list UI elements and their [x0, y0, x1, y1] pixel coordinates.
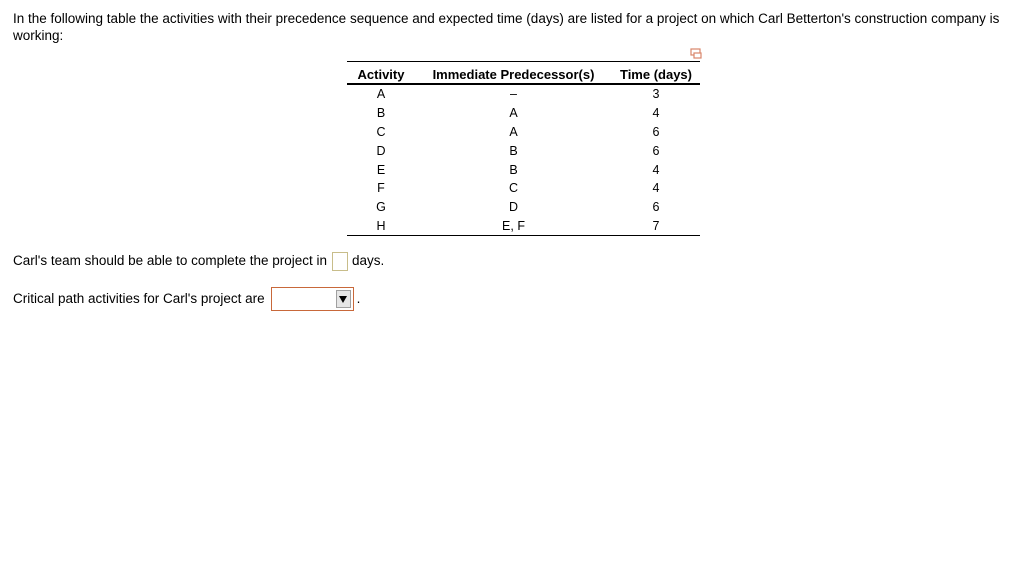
cell-activity: F: [377, 181, 385, 196]
cell-time: 6: [652, 200, 660, 215]
copy-table-icon[interactable]: [690, 48, 702, 60]
cell-predecessor: B: [509, 162, 518, 177]
cell-activity: A: [376, 87, 386, 102]
header-activity: Activity: [347, 62, 415, 85]
cell-predecessor: –: [510, 87, 517, 102]
cell-predecessor: A: [509, 124, 518, 139]
question2-suffix: .: [356, 291, 361, 306]
cell-predecessor: D: [508, 200, 519, 215]
cell-time: 4: [652, 106, 660, 121]
critical-path-dropdown[interactable]: [271, 287, 354, 311]
header-time: Time (days): [612, 62, 700, 85]
table-header-row: [347, 62, 700, 85]
header-predecessor: Immediate Predecessor(s): [415, 62, 612, 85]
question-project-duration: [13, 251, 384, 271]
table-row: [347, 84, 700, 104]
cell-activity: B: [376, 106, 386, 121]
table-row: [347, 179, 700, 198]
intro-text: In the following table the activities with their precedence sequence and expected time (days) are listed for a project on which Carl Betterton's construction company is working:: [13, 11, 1000, 43]
table-row: [347, 217, 700, 236]
cell-activity: G: [376, 200, 386, 215]
cell-time: 4: [652, 162, 660, 177]
question1-suffix: days.: [352, 253, 385, 268]
cell-predecessor: B: [509, 143, 518, 158]
table-row: [347, 123, 700, 142]
activity-table: [347, 61, 700, 236]
cell-time: 7: [612, 217, 700, 236]
cell-predecessor: E, F: [415, 217, 612, 236]
table-row: [347, 141, 700, 160]
chevron-down-icon[interactable]: [336, 290, 351, 308]
project-duration-input[interactable]: [332, 252, 348, 271]
question2-prefix: Critical path activities for Carl's project are: [13, 291, 265, 306]
cell-predecessor: A: [509, 106, 518, 121]
table-row: [347, 198, 700, 217]
cell-activity: C: [376, 124, 386, 139]
table-row: [347, 104, 700, 123]
question1-prefix: Carl's team should be able to complete the project in: [13, 253, 328, 268]
cell-time: 3: [652, 87, 660, 102]
question-critical-path: [13, 287, 360, 311]
cell-activity: D: [376, 143, 386, 158]
cell-activity: H: [347, 217, 415, 236]
cell-time: 6: [652, 124, 660, 139]
table-row: [347, 160, 700, 179]
cell-time: 6: [652, 143, 660, 158]
cell-predecessor: C: [508, 181, 519, 196]
cell-time: 4: [652, 181, 660, 196]
cell-activity: E: [376, 162, 386, 177]
